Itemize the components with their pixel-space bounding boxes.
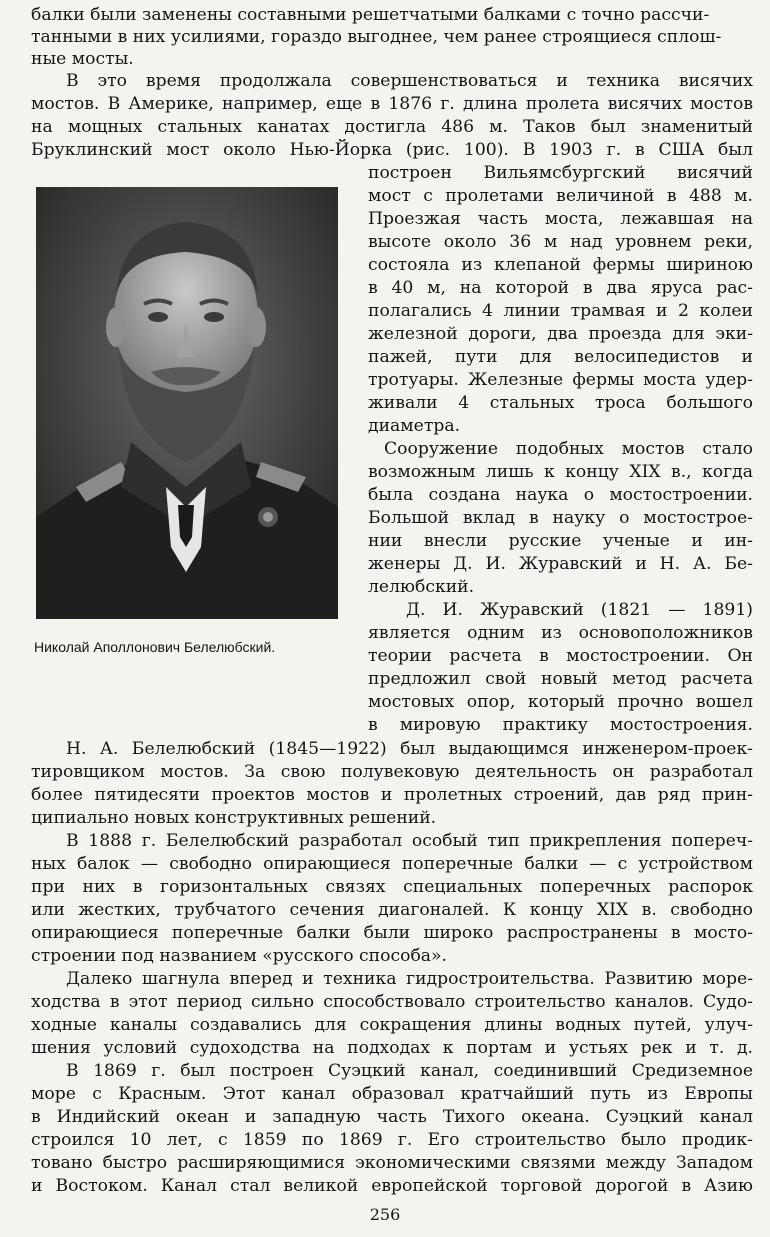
text-line: ципиально новых конструктивных решений. — [31, 808, 437, 828]
text-line: нии внесли русские ученые и ин- — [368, 531, 753, 551]
text-line: в мировую практику мостостроения. — [368, 715, 753, 735]
text-line: женеры Д. И. Журавский и Н. А. Бе- — [368, 554, 753, 574]
text-line: мостовых опор, который прочно вошел — [368, 692, 753, 712]
text-line: Большой вклад в науку о мостострое- — [368, 508, 753, 528]
text-line: Проезжая часть моста, лежавшая на — [368, 209, 753, 229]
text-line: железной дороги, два проезда для эки- — [368, 324, 753, 344]
text-line: тировщиком мостов. За свою полувековую деятельность он разработал — [31, 762, 753, 782]
paragraph-start-line: Сооружение подобных мостов стало — [384, 439, 753, 459]
text-line: построен Вильямсбургский висячий — [368, 163, 753, 183]
text-line: ные мосты. — [31, 49, 134, 69]
text-line: состояла из клепаной фермы шириною — [368, 255, 753, 275]
text-line: ных балок — свободно опирающиеся поперечные балки — с устройством — [31, 854, 753, 874]
paragraph-start-line: В 1888 г. Белелюбский разработал особый тип прикрепления попереч- — [66, 831, 753, 851]
text-line: Бруклинский мост около Нью-Йорка (рис. 100). В 1903 г. в США был — [31, 140, 753, 160]
paragraph-start-line: В 1869 г. был построен Суэцкий канал, соединивший Средиземное — [66, 1061, 753, 1081]
text-line: ходные каналы создавались для сокращения длины водных путей, улуч- — [31, 1015, 753, 1035]
portrait-photo — [36, 187, 338, 619]
text-line: живали 4 стальных троса большого — [368, 393, 753, 413]
text-line: высоте около 36 м над уровнем реки, — [368, 232, 753, 252]
text-line: строился 10 лет, с 1859 по 1869 г. Его строительство было продик- — [31, 1130, 753, 1150]
text-line: является одним из основоположников — [368, 623, 753, 643]
text-line: возможным лишь к концу XIX в., когда — [368, 462, 753, 482]
text-line: тротуары. Железные фермы моста удер- — [368, 370, 753, 390]
paragraph-start-line: Д. И. Журавский (1821 — 1891) — [406, 600, 753, 620]
text-line: диаметра. — [368, 416, 461, 436]
text-line: полагались 4 линии трамвая и 2 колеи — [368, 301, 753, 321]
text-line: в Индийский океан и западную часть Тихого океана. Суэцкий канал — [31, 1107, 753, 1127]
text-line: была создана наука о мостостроении. — [368, 485, 753, 505]
photo-caption: Николай Аполлонович Белелюбский. — [34, 639, 276, 655]
text-line: балки были заменены составными решетчатыми балками с точно рассчи- — [31, 5, 710, 25]
text-line: предложил свой новый метод расчета — [368, 669, 753, 689]
text-line: опирающиеся поперечные балки были широко распространены в мосто- — [31, 923, 753, 943]
text-line: шения условий судоходства на подходах к портам и устьях рек и т. д. — [31, 1038, 753, 1058]
text-line: море с Красным. Этот канал образовал кратчайший путь из Европы — [31, 1084, 753, 1104]
paragraph-start-line: Н. А. Белелюбский (1845—1922) был выдающимся инженером-проек- — [66, 739, 753, 759]
portrait-image — [36, 187, 338, 619]
text-line: строении под названием «русского способа». — [31, 946, 448, 966]
text-line: при них в горизонтальных связях специальных поперечных распорок — [31, 877, 753, 897]
text-line: мост с пролетами величиной в 488 м. — [368, 186, 753, 206]
text-line: мостов. В Америке, например, еще в 1876 г. длина пролета висячих мостов — [31, 94, 753, 114]
text-line: и Востоком. Канал стал великой европейской торговой дорогой в Азию — [31, 1176, 753, 1196]
text-line: в 40 м, на которой в два яруса рас- — [368, 278, 753, 298]
paragraph-start-line: Далеко шагнула вперед и техника гидростроительства. Развитию море- — [66, 969, 753, 989]
text-line: на мощных стальных канатах достигла 486 м. Таков был знаменитый — [31, 117, 753, 137]
text-line: товано быстро расширяющимися экономическими связями между Западом — [31, 1153, 753, 1173]
text-line: лелюбский. — [368, 577, 475, 597]
page-number: 256 — [369, 1205, 401, 1224]
text-line: танными в них усилиями, гораздо выгоднее, чем ранее строящиеся сплош- — [31, 27, 722, 47]
text-line: пажей, пути для велосипедистов и — [368, 347, 753, 367]
text-line: более пятидесяти проектов мостов и пролетных строений, дав ряд прин- — [31, 785, 753, 805]
text-line: ходства в этот период сильно способствовало строительство каналов. Судо- — [31, 992, 753, 1012]
text-line: теории расчета в мостостроении. Он — [368, 646, 753, 666]
paragraph-start-line: В это время продолжала совершенствоваться и техника висячих — [66, 71, 753, 91]
text-line: или жестких, трубчатого сечения диагоналей. К концу XIX в. свободно — [31, 900, 753, 920]
